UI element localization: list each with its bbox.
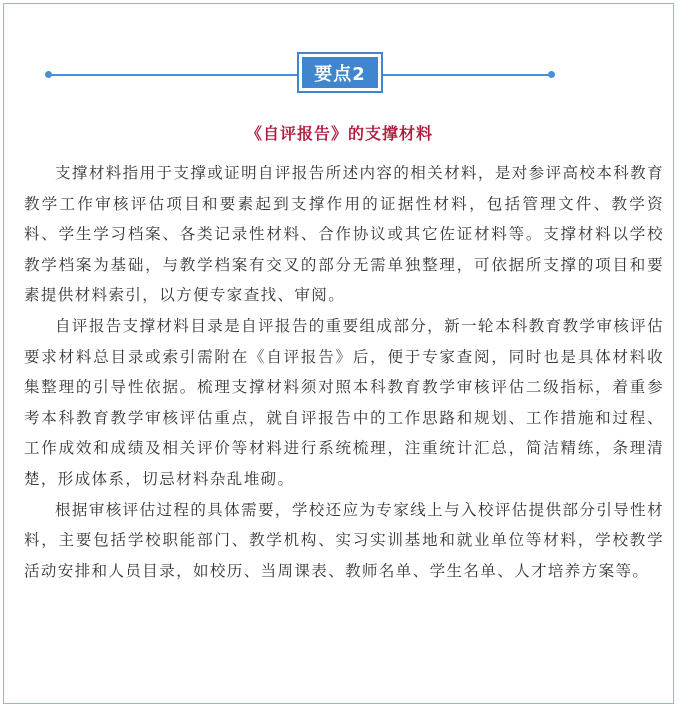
section-subtitle: 《自评报告》的支撑材料 — [245, 124, 433, 143]
divider-right-dot — [548, 71, 555, 78]
paragraph-1: 支撑材料指用于支撑或证明自评报告所述内容的相关材料，是对参评高校本科教育教学工作审核评估项目和要素起到支撑作用的证据性材料，包括管理文件、教学资料、学生学习档案、各类记录性材料、合作协议或其它佐证材料等。支撑材料以学校教学档案为基础，与教学档案有交叉的部分无需单独整理，可依据所支撑的项目和要素提供材料索引，以方便专家查找、审阅。 — [24, 164, 664, 305]
article-body — [24, 158, 664, 586]
paragraph-3: 根据审核评估过程的具体需要，学校还应为专家线上与入校评估提供部分引导性材料，主要包括学校职能部门、教学机构、实习实训基地和就业单位等材料，学校教学活动安排和人员目录，如校历、当周课表、教师名单、学生名单、人才培养方案等。 — [24, 500, 664, 580]
section-badge — [297, 52, 383, 93]
divider-left-dot — [45, 71, 52, 78]
section-badge-label: 要点2 — [302, 57, 378, 88]
paragraph-2: 自评报告支撑材料目录是自评报告的重要组成部分，新一轮本科教育教学审核评估要求材料总目录或索引需附在《自评报告》后，便于专家查阅，同时也是具体材料收集整理的引导性依据。梳理支撑材料须对照本科教育教学审核评估二级指标，着重参考本科教育教学审核评估重点，就自评报告中的工作思路和规划、工作措施和过程、工作成效和成绩及相关评价等材料进行系统梳理，注重统计汇总，简洁精练，条理清楚，形成体系，切忌材料杂乱堆砌。 — [24, 316, 664, 488]
